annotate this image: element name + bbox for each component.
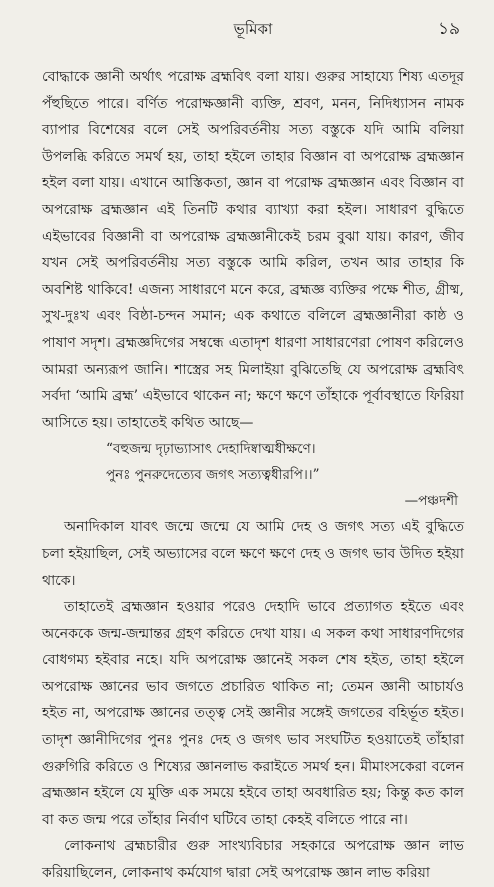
paragraph-2: অনাদিকাল যাবৎ জন্মে জন্মে যে আমি দেহ ও জগৎ সত্য এই বুদ্ধিতে চলা হইয়াছিল, সেই অভ্যাসের বলে ক্ষণে ক্ষণে দেহ ও জগৎ ভাব উদিত হইয়া থাকে।: [42, 519, 464, 589]
page-title: ভূমিকা: [233, 20, 273, 38]
verse-line-1: “বহুজন্ম দৃঢ়াভ্যাসাৎ দেহাদিষ্বাত্মধীক্ষণে।: [106, 441, 316, 458]
verse-attribution: —পঞ্চদশী: [404, 493, 458, 510]
paragraph-4: লোকনাথ ব্রহ্মচারীর গুরু সাংখ্যবিচার সহকারে অপরোক্ষ জ্ঞান লাভ করিয়াছিলেন, লোকনাথ কর্মযোগ দ্বারা সেই অপরোক্ষ জ্ঞান লাভ করিয়া: [42, 838, 464, 882]
paragraph-3: তাহাতেই ব্রহ্মজ্ঞান হওয়ার পরেও দেহাদি ভাবে প্রত্যাগত হইতে এবং অনেককে জন্ম-জন্মান্তর গ্রহণ করিতে দেখা যায়। এ সকল কথা সাধারণদিগের বোধগম্য হইবার নহে। যদি অপরোক্ষ জ্ঞানেই সকল শেষ হইত, তাহা হইলে অপরোক্ষ জ্ঞানের ভাব জগতে প্রচারিত থাকিত না; তেমন জ্ঞানী আচার্যও হইত না, অপরোক্ষ জ্ঞানের তত্ত্ব সেই জ্ঞানীর সঙ্গেই জগতের বহির্ভূত হইত। তাদৃশ জ্ঞানীদিগের পুনঃ পুনঃ দেহ ও জগৎ ভাব সংঘটিত হওয়াতেই তাঁহারা গুরুগিরি করিতে ও শিষ্যের জ্ঞানলাভ করাইতে সমর্থ হন। মীমাংসকেরা বলেন ব্রহ্মজ্ঞান হইলে যে মুক্তি এক সময়ে হইবে তাহা অবধারিত হয়; কিন্তু কত কাল বা কত জন্ম পরে তাঁহার নির্বাণ ঘটিবে তাহা কেহই বলিতে পারে না।: [42, 599, 464, 828]
page-number: ১৯: [437, 19, 460, 39]
running-head: [42, 10, 464, 46]
body-text: [42, 64, 464, 887]
verse-line-2: পুনঃ পুনরুদেত্যেব জগৎ সত্যত্বধীরপি।।”: [106, 467, 320, 484]
paragraph-1: বোদ্ধাকে জ্ঞানী অর্থাৎ পরোক্ষ ব্রহ্মবিৎ বলা যায়। গুরুর সাহায্যে শিষ্য এতদূর পঁহুছিতে পারে। বর্ণিত পরোক্ষজ্ঞানী ব্যক্তি, শ্রবণ, মনন, নিদিধ্যাসন নামক ব্যাপার বিশেষের বলে সেই অপরিবর্তনীয় সত্য বস্তুকে যদি আমি বলিয়া উপলব্ধি করিতে সমর্থ হয়, তাহা হইলে তাহার বিজ্ঞান বা অপরোক্ষ ব্রহ্মজ্ঞান হইল বলা যায়। এখানে আস্তিকতা, জ্ঞান বা পরোক্ষ ব্রহ্মজ্ঞান এবং বিজ্ঞান বা অপরোক্ষ ব্রহ্মজ্ঞান এই তিনটি কথার ব্যাখ্যা করা হইল। সাধারণ বুদ্ধিতে এইভাবের বিজ্ঞানী বা অপরোক্ষ ব্রহ্মজ্ঞানীকেই চরম বুঝা যায়। কারণ, জীব যখন সেই অপরিবর্তনীয় সত্য বস্তুকে আমি করিল, তখন আর তাহার কি অবশিষ্ট থাকিবে! এজন্য সাধারণে মনে করে, ব্রহ্মজ্ঞ ব্যক্তির পক্ষে শীত, গ্রীষ্ম, সুখ-দুঃখ এবং বিষ্ঠা-চন্দন সমান; এক কথাতে বলিলে ব্রহ্মজ্ঞানীরা কাষ্ঠ ও পাষাণ সদৃশ। ব্রহ্মজ্ঞদিগের সম্বন্ধে এতাদৃশ ধারণা সাধারণেরা পোষণ করিলেও আমরা অন্যরূপ জানি। শাস্ত্রের সহ মিলাইয়া বুঝিতেছি যে অপরোক্ষ ব্রহ্মবিৎ সর্বদা ‘আমি ব্রহ্ম’ এইভাবে থাকেন না; ক্ষণে ক্ষণে তাঁহাকে পূর্বাবস্থাতে ফিরিয়া আসিতে হয়। তাহাতেই কথিত আছে—: [42, 69, 464, 431]
